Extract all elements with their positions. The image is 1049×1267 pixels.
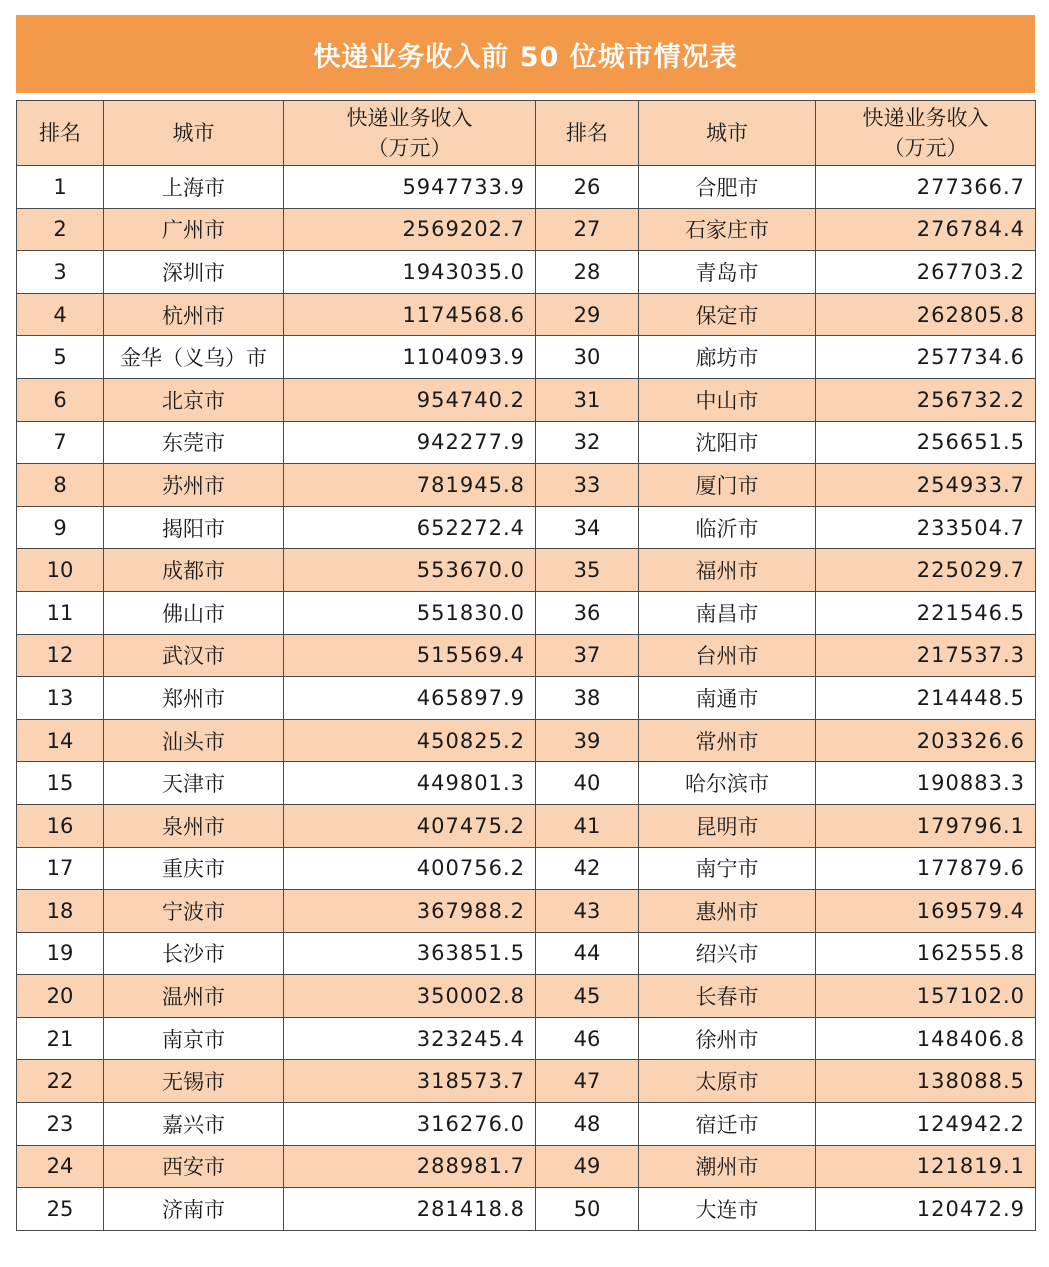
rank-cell: 46: [536, 1017, 639, 1060]
table-row: [17, 591, 1036, 634]
revenue-cell: 288981.7: [284, 1145, 536, 1188]
city-cell: 西安市: [104, 1145, 284, 1188]
revenue-cell: 281418.8: [284, 1188, 536, 1231]
revenue-cell: 5947733.9: [284, 166, 536, 209]
city-cell: 汕头市: [104, 719, 284, 762]
rank-cell: 19: [17, 932, 104, 975]
rank-cell: 14: [17, 719, 104, 762]
city-cell: 重庆市: [104, 847, 284, 890]
revenue-cell: 1174568.6: [284, 293, 536, 336]
rank-cell: 24: [17, 1145, 104, 1188]
revenue-cell: 217537.3: [816, 634, 1036, 677]
rank-cell: 11: [17, 591, 104, 634]
revenue-cell: 954740.2: [284, 378, 536, 421]
header-revenue-right-line2: （万元）: [883, 136, 968, 160]
city-cell: 温州市: [104, 975, 284, 1018]
city-cell: 长春市: [639, 975, 816, 1018]
header-revenue-right: [816, 101, 1036, 166]
rank-cell: 10: [17, 549, 104, 592]
header-city-right: 城市: [639, 101, 816, 166]
revenue-cell: 190883.3: [816, 762, 1036, 805]
table-row: [17, 932, 1036, 975]
table-title: 快递业务收入前 50 位城市情况表: [16, 15, 1035, 93]
rank-cell: 1: [17, 166, 104, 209]
table-row: [17, 719, 1036, 762]
city-cell: 嘉兴市: [104, 1103, 284, 1146]
table-row: [17, 634, 1036, 677]
rank-cell: 42: [536, 847, 639, 890]
rank-cell: 50: [536, 1188, 639, 1231]
table-body: [17, 166, 1036, 1231]
revenue-cell: 277366.7: [816, 166, 1036, 209]
revenue-cell: 256651.5: [816, 421, 1036, 464]
rank-cell: 43: [536, 890, 639, 933]
table-row: [17, 549, 1036, 592]
rank-cell: 49: [536, 1145, 639, 1188]
revenue-cell: 316276.0: [284, 1103, 536, 1146]
city-cell: 佛山市: [104, 591, 284, 634]
header-revenue-right-line1: 快递业务收入: [862, 106, 989, 130]
rank-cell: 22: [17, 1060, 104, 1103]
rank-cell: 13: [17, 677, 104, 720]
revenue-cell: 157102.0: [816, 975, 1036, 1018]
table-row: [17, 975, 1036, 1018]
table-row: [17, 677, 1036, 720]
revenue-cell: 407475.2: [284, 804, 536, 847]
city-cell: 长沙市: [104, 932, 284, 975]
table-header: [17, 101, 1036, 166]
revenue-cell: 267703.2: [816, 251, 1036, 294]
table-row: [17, 1188, 1036, 1231]
table-row: [17, 1145, 1036, 1188]
table-row: [17, 1103, 1036, 1146]
table-row: [17, 506, 1036, 549]
table-row: [17, 208, 1036, 251]
rank-cell: 44: [536, 932, 639, 975]
revenue-cell: 367988.2: [284, 890, 536, 933]
revenue-cell: 318573.7: [284, 1060, 536, 1103]
table-row: [17, 251, 1036, 294]
revenue-cell: 350002.8: [284, 975, 536, 1018]
city-cell: 成都市: [104, 549, 284, 592]
revenue-cell: 551830.0: [284, 591, 536, 634]
rank-cell: 5: [17, 336, 104, 379]
rank-cell: 34: [536, 506, 639, 549]
city-cell: 宿迁市: [639, 1103, 816, 1146]
rank-cell: 31: [536, 378, 639, 421]
rank-cell: 2: [17, 208, 104, 251]
rank-cell: 47: [536, 1060, 639, 1103]
rank-cell: 21: [17, 1017, 104, 1060]
city-cell: 昆明市: [639, 804, 816, 847]
rank-cell: 16: [17, 804, 104, 847]
city-cell: 东莞市: [104, 421, 284, 464]
table-row: [17, 166, 1036, 209]
rank-cell: 6: [17, 378, 104, 421]
city-cell: 厦门市: [639, 464, 816, 507]
table-sheet: [16, 15, 1035, 1231]
city-cell: 徐州市: [639, 1017, 816, 1060]
rank-cell: 25: [17, 1188, 104, 1231]
table-row: [17, 421, 1036, 464]
rank-cell: 7: [17, 421, 104, 464]
rank-cell: 48: [536, 1103, 639, 1146]
revenue-cell: 233504.7: [816, 506, 1036, 549]
rank-cell: 29: [536, 293, 639, 336]
revenue-cell: 363851.5: [284, 932, 536, 975]
rank-cell: 4: [17, 293, 104, 336]
city-cell: 济南市: [104, 1188, 284, 1231]
revenue-cell: 553670.0: [284, 549, 536, 592]
rank-cell: 37: [536, 634, 639, 677]
revenue-cell: 515569.4: [284, 634, 536, 677]
city-cell: 绍兴市: [639, 932, 816, 975]
rank-cell: 40: [536, 762, 639, 805]
revenue-cell: 214448.5: [816, 677, 1036, 720]
revenue-cell: 257734.6: [816, 336, 1036, 379]
revenue-cell: 121819.1: [816, 1145, 1036, 1188]
rank-cell: 36: [536, 591, 639, 634]
revenue-cell: 221546.5: [816, 591, 1036, 634]
city-cell: 中山市: [639, 378, 816, 421]
revenue-cell: 449801.3: [284, 762, 536, 805]
city-cell: 大连市: [639, 1188, 816, 1231]
revenue-cell: 262805.8: [816, 293, 1036, 336]
ranking-table: [16, 100, 1036, 1231]
rank-cell: 26: [536, 166, 639, 209]
city-cell: 福州市: [639, 549, 816, 592]
city-cell: 上海市: [104, 166, 284, 209]
revenue-cell: 323245.4: [284, 1017, 536, 1060]
city-cell: 惠州市: [639, 890, 816, 933]
city-cell: 天津市: [104, 762, 284, 805]
table-row: [17, 762, 1036, 805]
city-cell: 南宁市: [639, 847, 816, 890]
rank-cell: 15: [17, 762, 104, 805]
rank-cell: 41: [536, 804, 639, 847]
revenue-cell: 1104093.9: [284, 336, 536, 379]
city-cell: 常州市: [639, 719, 816, 762]
city-cell: 保定市: [639, 293, 816, 336]
city-cell: 廊坊市: [639, 336, 816, 379]
city-cell: 宁波市: [104, 890, 284, 933]
revenue-cell: 124942.2: [816, 1103, 1036, 1146]
header-city-left: 城市: [104, 101, 284, 166]
revenue-cell: 179796.1: [816, 804, 1036, 847]
city-cell: 潮州市: [639, 1145, 816, 1188]
revenue-cell: 256732.2: [816, 378, 1036, 421]
table-row: [17, 336, 1036, 379]
city-cell: 南昌市: [639, 591, 816, 634]
city-cell: 太原市: [639, 1060, 816, 1103]
title-gap: [16, 93, 1035, 100]
rank-cell: 38: [536, 677, 639, 720]
revenue-cell: 203326.6: [816, 719, 1036, 762]
city-cell: 无锡市: [104, 1060, 284, 1103]
city-cell: 苏州市: [104, 464, 284, 507]
header-row: [17, 101, 1036, 166]
rank-cell: 3: [17, 251, 104, 294]
table-row: [17, 847, 1036, 890]
city-cell: 北京市: [104, 378, 284, 421]
revenue-cell: 465897.9: [284, 677, 536, 720]
revenue-cell: 169579.4: [816, 890, 1036, 933]
rank-cell: 17: [17, 847, 104, 890]
city-cell: 青岛市: [639, 251, 816, 294]
table-row: [17, 1017, 1036, 1060]
revenue-cell: 177879.6: [816, 847, 1036, 890]
header-rank-left: 排名: [17, 101, 104, 166]
header-revenue-left-line2: （万元）: [367, 136, 452, 160]
revenue-cell: 225029.7: [816, 549, 1036, 592]
city-cell: 深圳市: [104, 251, 284, 294]
table-row: [17, 293, 1036, 336]
city-cell: 南通市: [639, 677, 816, 720]
revenue-cell: 781945.8: [284, 464, 536, 507]
city-cell: 揭阳市: [104, 506, 284, 549]
revenue-cell: 652272.4: [284, 506, 536, 549]
rank-cell: 28: [536, 251, 639, 294]
city-cell: 哈尔滨市: [639, 762, 816, 805]
rank-cell: 27: [536, 208, 639, 251]
city-cell: 武汉市: [104, 634, 284, 677]
rank-cell: 20: [17, 975, 104, 1018]
revenue-cell: 1943035.0: [284, 251, 536, 294]
rank-cell: 8: [17, 464, 104, 507]
header-revenue-left-line1: 快递业务收入: [346, 106, 473, 130]
city-cell: 沈阳市: [639, 421, 816, 464]
table-row: [17, 378, 1036, 421]
header-revenue-left: [284, 101, 536, 166]
revenue-cell: 254933.7: [816, 464, 1036, 507]
revenue-cell: 276784.4: [816, 208, 1036, 251]
revenue-cell: 120472.9: [816, 1188, 1036, 1231]
table-row: [17, 464, 1036, 507]
table-row: [17, 1060, 1036, 1103]
city-cell: 南京市: [104, 1017, 284, 1060]
city-cell: 广州市: [104, 208, 284, 251]
city-cell: 金华（义乌）市: [104, 336, 284, 379]
rank-cell: 12: [17, 634, 104, 677]
header-rank-right: 排名: [536, 101, 639, 166]
revenue-cell: 148406.8: [816, 1017, 1036, 1060]
rank-cell: 35: [536, 549, 639, 592]
rank-cell: 18: [17, 890, 104, 933]
city-cell: 台州市: [639, 634, 816, 677]
revenue-cell: 400756.2: [284, 847, 536, 890]
revenue-cell: 162555.8: [816, 932, 1036, 975]
revenue-cell: 450825.2: [284, 719, 536, 762]
rank-cell: 45: [536, 975, 639, 1018]
city-cell: 临沂市: [639, 506, 816, 549]
revenue-cell: 2569202.7: [284, 208, 536, 251]
revenue-cell: 138088.5: [816, 1060, 1036, 1103]
rank-cell: 39: [536, 719, 639, 762]
city-cell: 石家庄市: [639, 208, 816, 251]
city-cell: 合肥市: [639, 166, 816, 209]
rank-cell: 9: [17, 506, 104, 549]
revenue-cell: 942277.9: [284, 421, 536, 464]
rank-cell: 32: [536, 421, 639, 464]
rank-cell: 23: [17, 1103, 104, 1146]
city-cell: 杭州市: [104, 293, 284, 336]
rank-cell: 33: [536, 464, 639, 507]
city-cell: 泉州市: [104, 804, 284, 847]
rank-cell: 30: [536, 336, 639, 379]
city-cell: 郑州市: [104, 677, 284, 720]
table-row: [17, 890, 1036, 933]
table-row: [17, 804, 1036, 847]
